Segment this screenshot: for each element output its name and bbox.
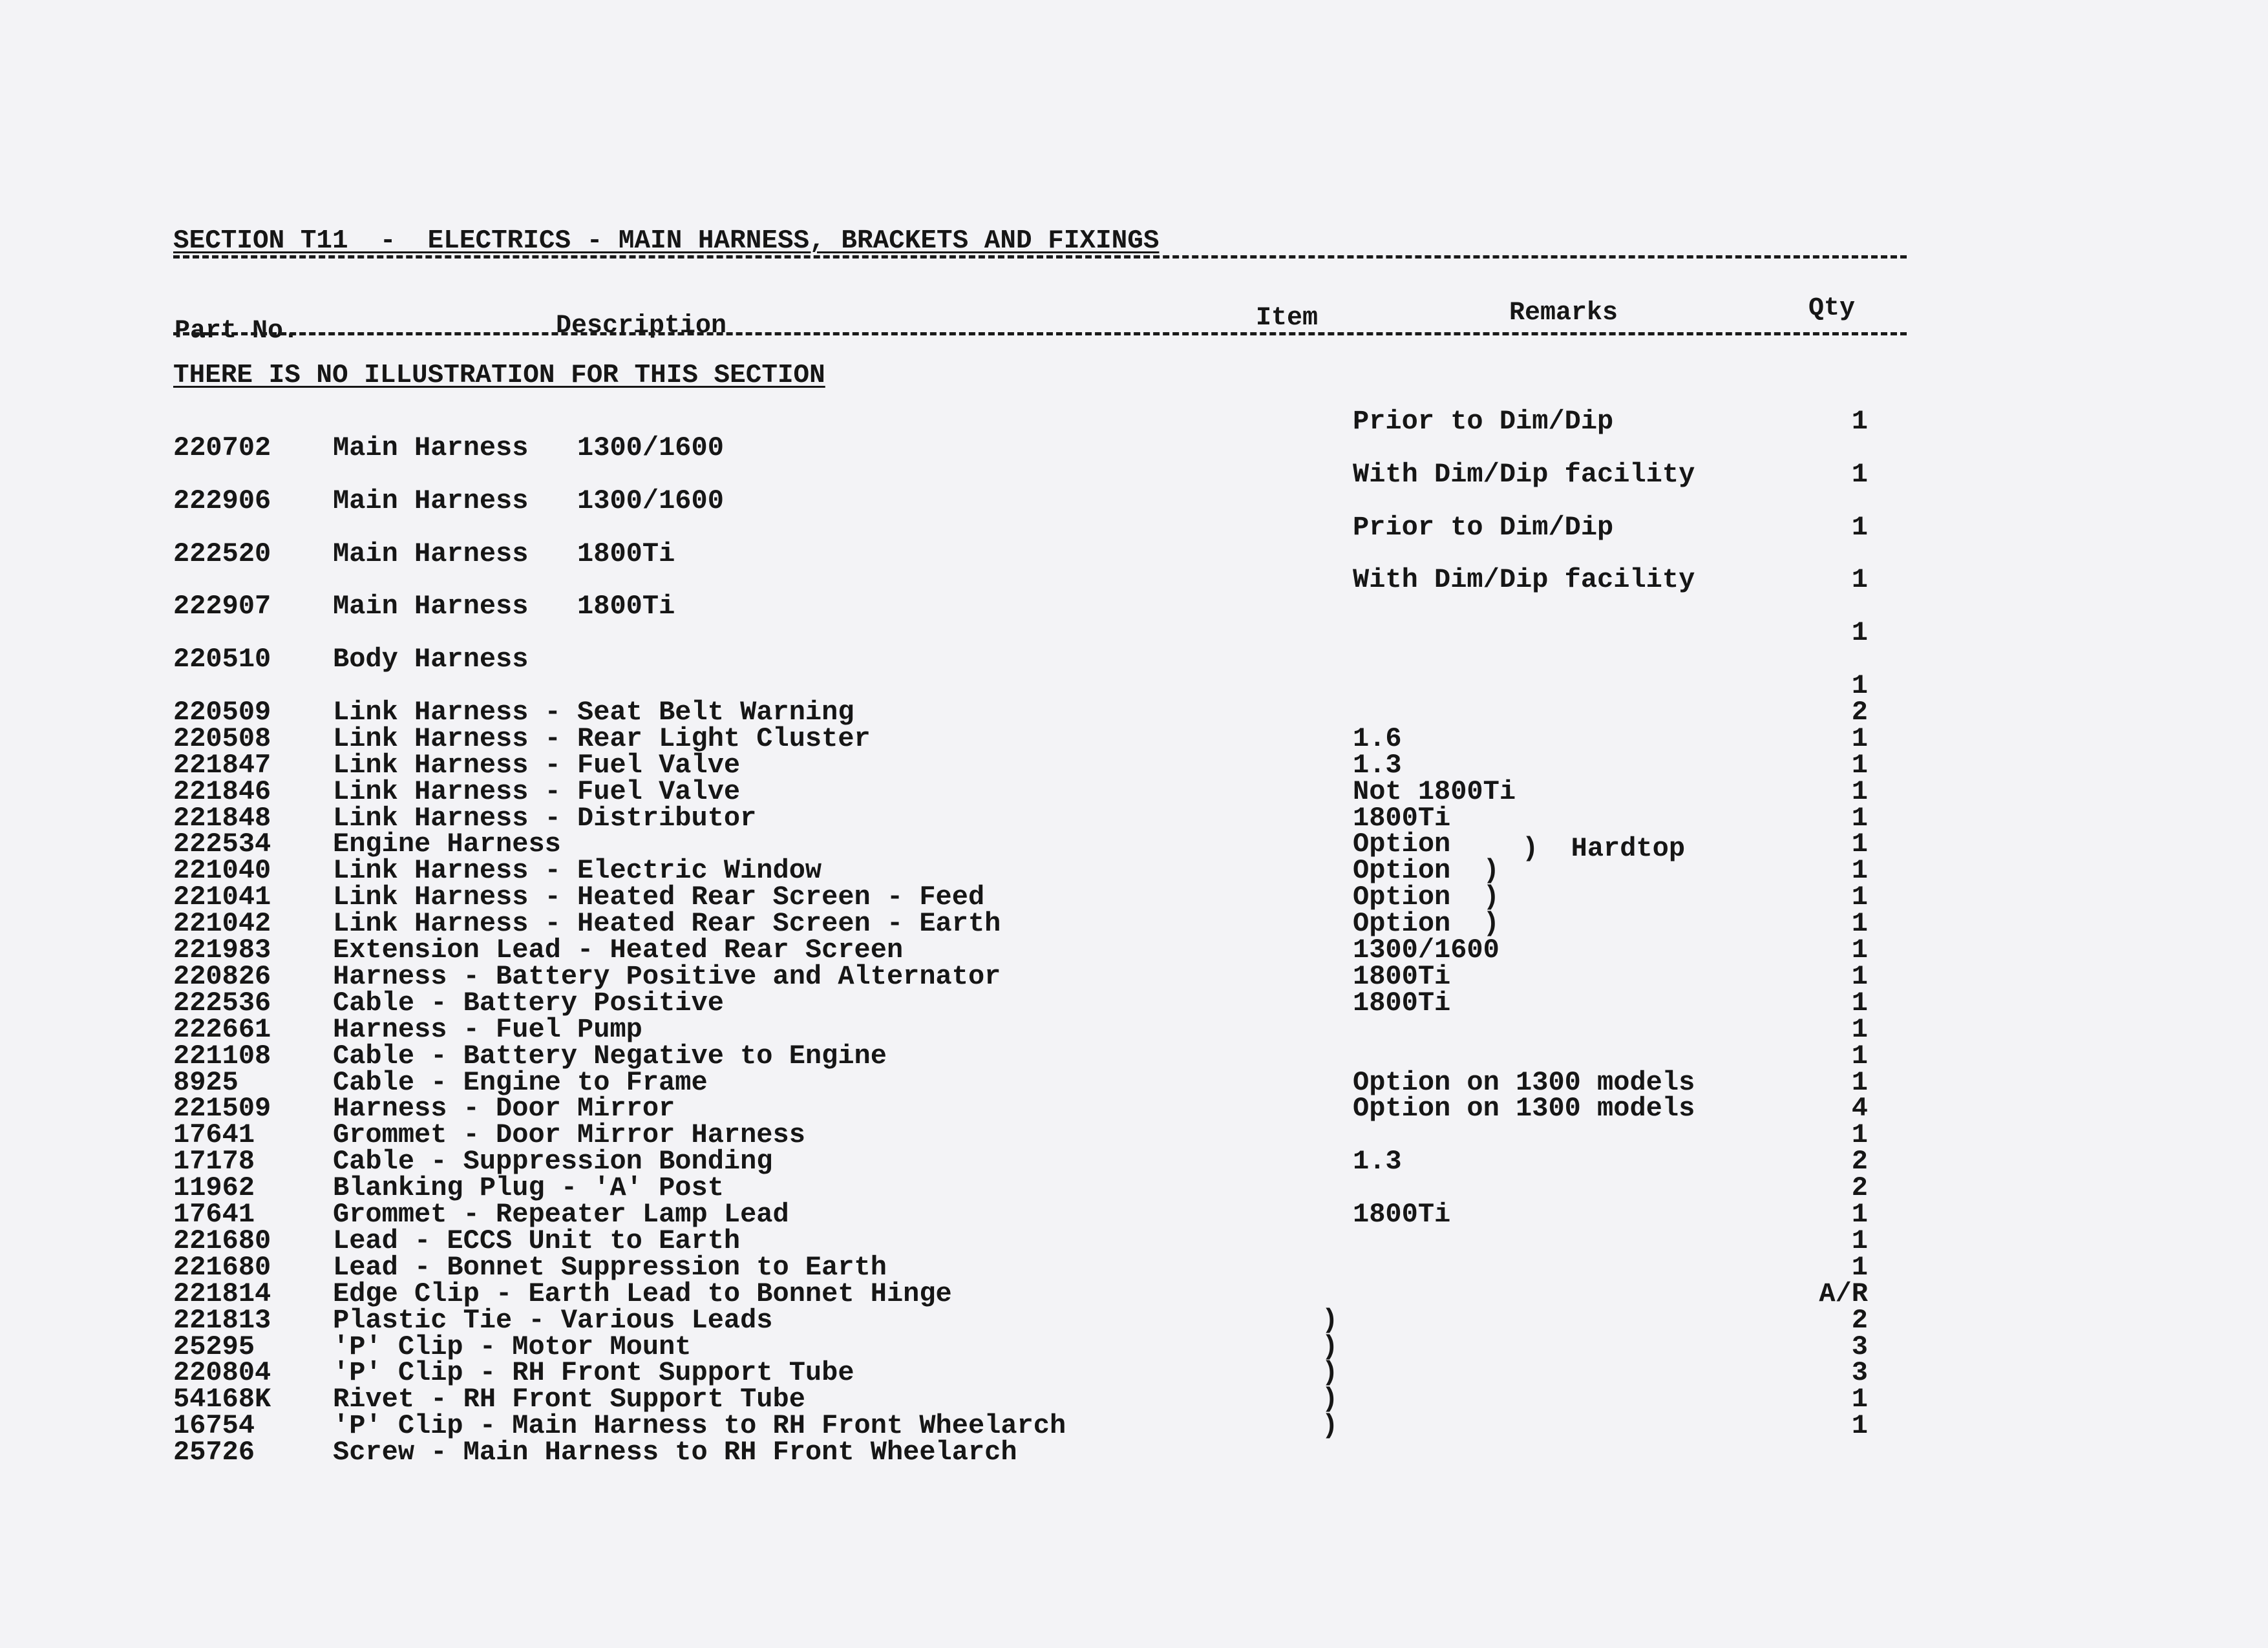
description: Main Harness 1300/1600 (333, 485, 724, 516)
table-row (0, 935, 2268, 966)
quantity: 1 (1851, 1410, 1868, 1441)
quantity: 1 (1851, 1252, 1868, 1283)
section-title: SECTION T11 - ELECTRICS - MAIN HARNESS, BRACKETS AND FIXINGS (173, 226, 1160, 256)
description: Cable - Engine to Frame (333, 1067, 708, 1098)
description: Blanking Plug - 'A' Post (333, 1172, 724, 1203)
description: Link Harness - Heated Rear Screen - Earth (333, 908, 1001, 939)
part-number: 221680 (173, 1225, 271, 1256)
table-row (0, 1305, 2268, 1336)
table-row (0, 1199, 2268, 1230)
table-row (0, 855, 2268, 886)
part-number: 222536 (173, 988, 271, 1019)
description: Screw - Main Harness to RH Front Wheelarch (333, 1437, 1017, 1468)
quantity: 1 (1851, 961, 1868, 992)
remarks: 1.3 (1353, 750, 1402, 781)
part-number: 221108 (173, 1041, 271, 1072)
table-row (0, 485, 2268, 514)
description: Cable - Battery Negative to Engine (333, 1041, 887, 1072)
quantity: 1 (1851, 564, 1868, 595)
quantity: 1 (1851, 935, 1868, 966)
description: Link Harness - Distributor (333, 803, 757, 834)
table-row (0, 670, 2268, 699)
quantity: 1 (1851, 803, 1868, 834)
table-row (0, 1410, 2268, 1439)
header-top-rule (173, 255, 1907, 259)
table-row (0, 1278, 2268, 1307)
table-row (0, 591, 2268, 622)
remarks: With Dim/Dip facility (1353, 459, 1695, 490)
part-number: 221680 (173, 1252, 271, 1283)
table-row (0, 988, 2268, 1019)
part-number: 220804 (173, 1357, 271, 1388)
part-number: 220826 (173, 961, 271, 992)
table-row (0, 803, 2268, 834)
part-number: 54168K (173, 1384, 271, 1415)
table-row (0, 538, 2268, 567)
remarks: 1.6 (1353, 723, 1402, 754)
description: Link Harness - Fuel Valve (333, 776, 741, 807)
quantity: 3 (1851, 1357, 1868, 1388)
item-ref: ) (1322, 1384, 1339, 1415)
part-number: 221814 (173, 1278, 271, 1309)
quantity: 1 (1851, 406, 1868, 437)
table-row (0, 1331, 2268, 1360)
description: Grommet - Repeater Lamp Lead (333, 1199, 789, 1230)
description: Rivet - RH Front Support Tube (333, 1384, 805, 1415)
table-row (0, 1384, 2268, 1415)
quantity: 2 (1851, 697, 1868, 728)
part-number: 221983 (173, 935, 271, 966)
part-number: 222906 (173, 485, 271, 516)
table-row (0, 1225, 2268, 1254)
table-row (0, 961, 2268, 992)
remarks: With Dim/Dip facility (1353, 564, 1695, 595)
table-row (0, 1119, 2268, 1148)
description: Harness - Door Mirror (333, 1093, 675, 1124)
quantity: 1 (1851, 750, 1868, 781)
table-row (0, 644, 2268, 675)
table-row (0, 750, 2268, 781)
col-header-description: Description (556, 312, 727, 341)
no-illustration-note: THERE IS NO ILLUSTRATION FOR THIS SECTION (173, 361, 825, 390)
quantity: 1 (1851, 617, 1868, 648)
quantity: 3 (1851, 1331, 1868, 1362)
table-row (0, 776, 2268, 805)
remarks: Option ) (1353, 882, 1500, 913)
quantity: 4 (1851, 1093, 1868, 1124)
table-row (0, 1067, 2268, 1098)
col-header-qty: Qty (1808, 294, 1856, 323)
remarks: Option ) (1353, 908, 1500, 939)
quantity: 1 (1851, 1199, 1868, 1230)
table-row (0, 829, 2268, 860)
remarks: 1.3 (1353, 1146, 1402, 1177)
description: Engine Harness (333, 829, 561, 860)
part-number: 17641 (173, 1199, 255, 1230)
table-row (0, 564, 2268, 593)
quantity: 1 (1851, 1014, 1868, 1045)
description: Main Harness 1300/1600 (333, 432, 724, 463)
table-row (0, 512, 2268, 543)
description: Lead - Bonnet Suppression to Earth (333, 1252, 887, 1283)
part-number: 220508 (173, 723, 271, 754)
table-row (0, 432, 2268, 461)
part-number: 221040 (173, 855, 271, 886)
description: Plastic Tie - Various Leads (333, 1305, 773, 1336)
description: Link Harness - Rear Light Cluster (333, 723, 871, 754)
part-number: 221848 (173, 803, 271, 834)
description: Extension Lead - Heated Rear Screen (333, 935, 904, 966)
quantity: 1 (1851, 855, 1868, 886)
table-row (0, 1014, 2268, 1045)
part-number: 221042 (173, 908, 271, 939)
quantity: 1 (1851, 1067, 1868, 1098)
remarks: Prior to Dim/Dip (1353, 512, 1614, 543)
col-header-remarks: Remarks (1509, 299, 1618, 328)
quantity: 1 (1851, 829, 1868, 860)
part-number: 222534 (173, 829, 271, 860)
description: Cable - Suppression Bonding (333, 1146, 773, 1177)
table-row (0, 1172, 2268, 1201)
description: Link Harness - Seat Belt Warning (333, 697, 854, 728)
description: Body Harness (333, 644, 529, 675)
description: 'P' Clip - RH Front Support Tube (333, 1357, 854, 1388)
remarks: 1300/1600 (1353, 935, 1500, 966)
part-number: 222907 (173, 591, 271, 622)
part-number: 221041 (173, 882, 271, 913)
table-row (0, 882, 2268, 913)
col-header-part-no: Part No. (175, 317, 299, 346)
description: Link Harness - Heated Rear Screen - Feed (333, 882, 985, 913)
quantity: 2 (1851, 1146, 1868, 1177)
table-row (0, 459, 2268, 490)
table-row (0, 1146, 2268, 1177)
part-number: 222520 (173, 538, 271, 569)
quantity: 1 (1851, 1225, 1868, 1256)
part-number: 221509 (173, 1093, 271, 1124)
part-number: 17641 (173, 1119, 255, 1150)
header-bottom-rule (173, 332, 1907, 335)
quantity: 1 (1851, 908, 1868, 939)
quantity: 1 (1851, 512, 1868, 543)
item-ref: ) (1322, 1357, 1339, 1388)
remarks: 1800Ti (1353, 1199, 1451, 1230)
remarks: 1800Ti (1353, 803, 1451, 834)
quantity: 1 (1851, 1384, 1868, 1415)
quantity: A/R (1819, 1278, 1868, 1309)
quantity: 1 (1851, 882, 1868, 913)
quantity: 1 (1851, 1119, 1868, 1150)
quantity: 1 (1851, 459, 1868, 490)
part-number: 25726 (173, 1437, 255, 1468)
part-number: 16754 (173, 1410, 255, 1441)
quantity: 1 (1851, 1041, 1868, 1072)
quantity: 2 (1851, 1172, 1868, 1203)
table-row (0, 1357, 2268, 1386)
table-row (0, 723, 2268, 752)
table-row (0, 1437, 2268, 1468)
description: Main Harness 1800Ti (333, 591, 675, 622)
remarks: 1800Ti (1353, 961, 1451, 992)
description: Edge Clip - Earth Lead to Bonnet Hinge (333, 1278, 952, 1309)
description: Link Harness - Fuel Valve (333, 750, 741, 781)
quantity: 1 (1851, 776, 1868, 807)
table-row (0, 697, 2268, 728)
remarks: Prior to Dim/Dip (1353, 406, 1614, 437)
part-number: 11962 (173, 1172, 255, 1203)
quantity: 1 (1851, 723, 1868, 754)
table-row (0, 1093, 2268, 1124)
item-ref: ) (1322, 1410, 1339, 1441)
description: Lead - ECCS Unit to Earth (333, 1225, 741, 1256)
table-row (0, 1041, 2268, 1072)
description: Harness - Battery Positive and Alternator (333, 961, 1001, 992)
table-row (0, 1252, 2268, 1283)
quantity: 2 (1851, 1305, 1868, 1336)
description: Main Harness 1800Ti (333, 538, 675, 569)
description: 'P' Clip - Main Harness to RH Front Wheelarch (333, 1410, 1066, 1441)
part-number: 221813 (173, 1305, 271, 1336)
description: Harness - Fuel Pump (333, 1014, 642, 1045)
part-number: 222661 (173, 1014, 271, 1045)
part-number: 220510 (173, 644, 271, 675)
quantity: 1 (1851, 670, 1868, 701)
part-number: 221847 (173, 750, 271, 781)
remarks: Option on 1300 models (1353, 1093, 1695, 1124)
description: 'P' Clip - Motor Mount (333, 1331, 692, 1362)
part-number: 25295 (173, 1331, 255, 1362)
remarks: Option (1353, 829, 1451, 860)
col-header-item: Item (1256, 304, 1319, 333)
part-number: 8925 (173, 1067, 238, 1098)
description: Grommet - Door Mirror Harness (333, 1119, 805, 1150)
remarks: Option ) (1353, 855, 1500, 886)
description: Cable - Battery Positive (333, 988, 724, 1019)
item-ref: ) (1322, 1305, 1339, 1336)
quantity: 1 (1851, 988, 1868, 1019)
remarks: 1800Ti (1353, 988, 1451, 1019)
table-row (0, 406, 2268, 437)
item-ref: ) (1322, 1331, 1339, 1362)
part-number: 220509 (173, 697, 271, 728)
table-row (0, 908, 2268, 939)
description: Link Harness - Electric Window (333, 855, 822, 886)
remarks: Option on 1300 models (1353, 1067, 1695, 1098)
remarks: Not 1800Ti (1353, 776, 1516, 807)
part-number: 220702 (173, 432, 271, 463)
table-row (0, 617, 2268, 646)
part-number: 221846 (173, 776, 271, 807)
part-number: 17178 (173, 1146, 255, 1177)
hardtop-group-remark: ) Hardtop (1522, 833, 1686, 864)
